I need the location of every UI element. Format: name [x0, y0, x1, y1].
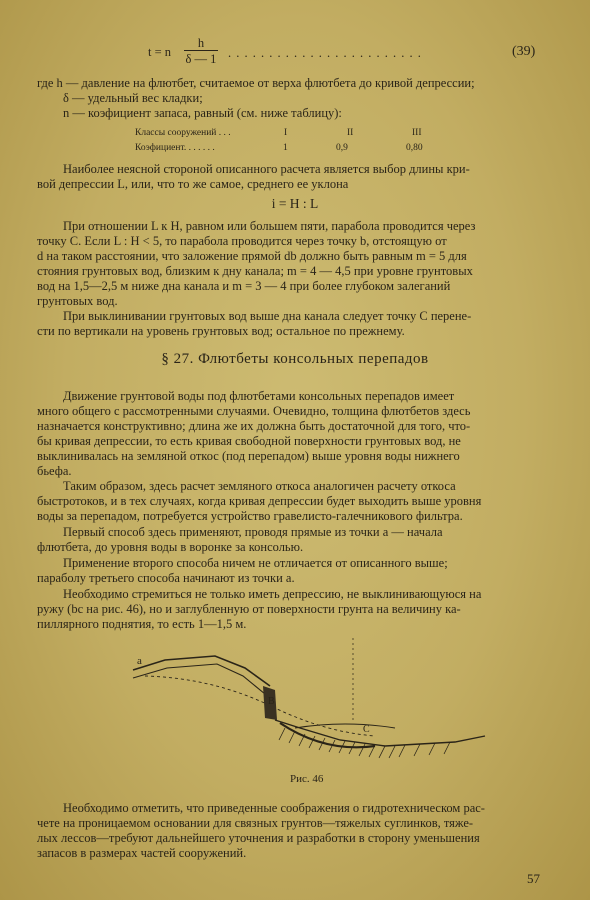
- figure-label-B: B: [268, 696, 275, 707]
- figure-water-level: [295, 724, 395, 728]
- para9-line-1: Необходимо отметить, что приведенные соображения о гидротехническом рас-: [63, 801, 485, 815]
- figure-46-drawing: [125, 628, 490, 768]
- para4-line-4: бы кривая депрессии, то есть кривая свободной поверхности грунтовых вод, не: [37, 434, 461, 448]
- formula-39-numerator: h: [197, 36, 205, 50]
- para1-line-1: Наиболее неясной стороной описанного расчета является выбор длины кри-: [63, 162, 470, 176]
- figure-label-a: a: [137, 655, 142, 667]
- def-line-1: где h — давление на флютбет, считаемое от верха флютбета до кривой депрессии;: [37, 76, 475, 90]
- para5-line-3: воды за перепадом, потребуется устройство гравелисто-галечникового фильтра.: [37, 509, 463, 523]
- para4-line-3: назначается конструктивно; длина же их должна быть достаточной для того, что-: [37, 419, 471, 433]
- para8-line-3: пиллярного поднятия, то есть 1—1,5 м.: [37, 617, 247, 631]
- para1-line-2: вой депрессии L, или, что то же самое, среднего ее уклона: [37, 177, 349, 191]
- para9-line-2: чете на проницаемом основании для связных грунтов—тяжелых суглинков, тяже-: [37, 816, 474, 830]
- table-row-1-label: Классы сооружений . . .: [135, 128, 231, 138]
- formula-i: i = H : L: [271, 196, 319, 211]
- para8-line-1: Необходимо стремиться не только иметь депрессию, не выклинивающуюся на: [63, 587, 482, 601]
- figure-depression-curve: [145, 676, 375, 736]
- formula-39-number: (39): [512, 44, 536, 59]
- def-line-3: n — коэфициент запаса, равный (см. ниже таблицу):: [63, 106, 342, 120]
- table-row-2-c1: 1: [283, 143, 288, 153]
- para3-line-1: При выклинивании грунтовых вод выше дна канала следует точку C перене-: [63, 309, 472, 323]
- table-row-2-c3: 0,80: [406, 143, 423, 153]
- para2-line-1: При отношении L к H, равном или большем пяти, парабола проводится через: [63, 219, 476, 233]
- para8-line-2: ружу (bc на рис. 46), но и заглубленную от поверхности грунта на величину ка-: [37, 602, 461, 616]
- para4-line-1: Движение грунтовой воды под флютбетами консольных перепадов имеет: [63, 389, 455, 403]
- figure-caption: Рис. 46: [290, 773, 324, 785]
- formula-39-lhs: t = n: [148, 45, 172, 59]
- para5-line-2: быстротоков, и в тех случаях, когда кривая депрессии будет выходить выше уровня: [37, 494, 482, 508]
- table-row-1-c2: II: [347, 128, 354, 138]
- para2-line-2: точку C. Если L : H < 5, то парабола проводится через точку b, отстоящую от: [37, 234, 447, 248]
- table-row-1-c1: I: [284, 128, 288, 138]
- para5-line-1: Таким образом, здесь расчет земляного откоса аналогичен расчету откоса: [63, 479, 456, 493]
- fraction-bar: [184, 50, 218, 51]
- para6-line-1: Первый способ здесь применяют, проводя прямые из точки a — начала: [63, 525, 443, 539]
- para2-line-4: стояния грунтовых вод, близким к дну канала; m = 4 — 4,5 при уровне грунтовых: [37, 264, 473, 278]
- figure-ground-line: [275, 720, 485, 746]
- para7-line-1: Применение второго способа ничем не отличается от описанного выше;: [63, 556, 448, 570]
- para7-line-2: параболу третьего способа начинают из точки a.: [37, 571, 295, 585]
- formula-39-denominator: δ — 1: [185, 52, 217, 66]
- page-number: 57: [527, 871, 540, 886]
- table-row-2-label: Коэфициент. . . . . . .: [135, 143, 215, 153]
- para3-line-2: сти по вертикали на уровень грунтовых вод; остальное по прежнему.: [37, 324, 405, 338]
- section-title: § 27. Флютбеты консольных перепадов: [161, 351, 429, 367]
- para9-line-3: лых лессов—требуют дальнейшего уточнения и разработки в сторону уменьшения: [37, 831, 480, 845]
- figure-label-c: C: [363, 724, 370, 735]
- para4-line-5: выклинивалась на земляной откос (под перепадом) выше уровня воды нижнего: [37, 449, 460, 463]
- def-line-2: δ — удельный вес кладки;: [63, 91, 203, 105]
- para2-line-6: грунтовых вод.: [37, 294, 118, 308]
- para4-line-6: бьефа.: [37, 464, 72, 478]
- table-row-2-c2: 0,9: [336, 143, 348, 153]
- para9-line-4: запасов в размерах частей сооружений.: [37, 846, 247, 860]
- para4-line-2: много общего с рассмотренными случаями. Очевидно, толщина флютбетов здесь: [37, 404, 471, 418]
- table-row-1-c3: III: [412, 128, 422, 138]
- para2-line-5: вод на 1,5—2,5 м ниже дна канала и m = 3 — 4 при более глубоком залеганий: [37, 279, 451, 293]
- formula-39-dots: . . . . . . . . . . . . . . . . . . . . . . . .: [228, 46, 422, 60]
- para6-line-2: флютбета, до уровня воды в воронке за консолью.: [37, 540, 304, 554]
- para2-line-3: d на таком расстоянии, что заложение прямой db должно быть равным m = 5 для: [37, 249, 467, 263]
